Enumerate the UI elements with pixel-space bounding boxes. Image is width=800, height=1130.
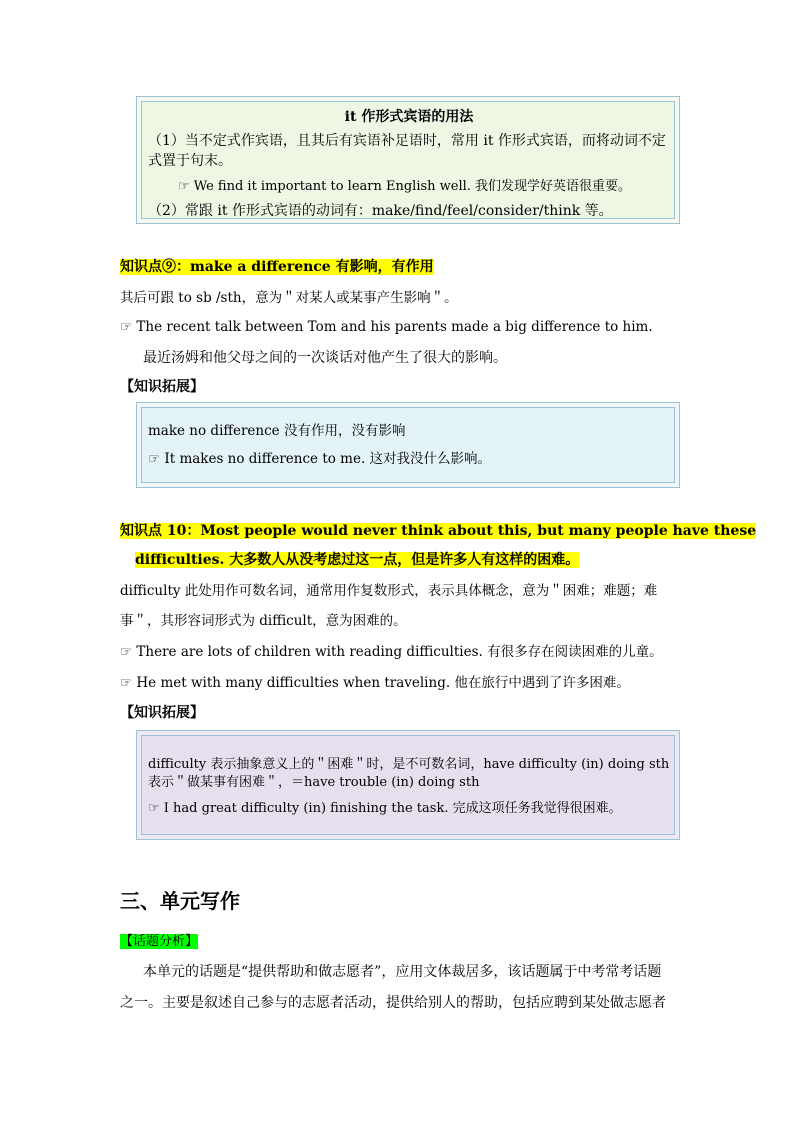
kp9-expand-label: 【知识拓展】 [120, 379, 204, 395]
box2-line2: ☞ It makes no difference to me. 这对我没什么影响。 [148, 451, 492, 467]
kp10-heading-1-text: 知识点 10：Most people would never think about this, but many people have these [120, 523, 757, 539]
box2-line1: make no difference 没有作用，没有影响 [148, 423, 406, 439]
box3-line2: 表示＂做某事有困难＂，＝have trouble (in) doing sth [148, 775, 480, 790]
topic-tag-text: 【话题分析】 [120, 934, 199, 949]
expand-box-difference [136, 402, 680, 488]
box3-line3: ☞ I had great difficulty (in) finishing the task. 完成这项任务我觉得很困难。 [148, 801, 622, 816]
expand-box-difficulty [136, 730, 680, 840]
kp9-example-en: ☞ The recent talk between Tom and his parents made a big difference to him. [120, 319, 653, 335]
box-paragraph-1a: （1）当不定式作宾语，且其后有宾语补足语时，常用 it 作形式宾语，而将动词不定 [148, 133, 666, 149]
box-paragraph-2: （2）常跟 it 作形式宾语的动词有：make/find/feel/consider/think 等。 [148, 203, 613, 219]
kp10-heading-1 [120, 522, 756, 540]
kp9-line1: 其后可跟 to sb /sth，意为＂对某人或某事产生影响＂。 [120, 290, 458, 306]
kp9-heading-text: 知识点⑨：make a difference 有影响，有作用 [120, 259, 434, 275]
section-paragraph-1: 本单元的话题是“提供帮助和做志愿者”，应用文体裁居多，该话题属于中考常考话题 [143, 964, 662, 980]
kp9-heading [120, 258, 434, 276]
expand-box-inner [141, 407, 675, 483]
section-heading: 三、单元写作 [120, 889, 240, 913]
grammar-box-it-object [136, 96, 680, 224]
expand-box-inner [141, 735, 675, 835]
box-title: it 作形式宾语的用法 [344, 109, 474, 125]
grammar-box-inner [141, 101, 675, 219]
section-paragraph-2: 之一。主要是叙述自己参与的志愿者活动，提供给别人的帮助，包括应聘到某处做志愿者 [120, 995, 666, 1011]
box-example: ☞ We find it important to learn English well. 我们发现学好英语很重要。 [178, 179, 632, 194]
box3-line1: difficulty 表示抽象意义上的＂困难＂时，是不可数名词，have difficulty (in) doing sth [148, 757, 670, 772]
kp10-heading-2-text: difficulties. 大多数人从没考虑过这一点，但是许多人有这样的困难。 [135, 552, 580, 568]
kp9-example-cn: 最近汤姆和他父母之间的一次谈话对他产生了很大的影响。 [143, 350, 507, 366]
topic-tag [120, 933, 198, 951]
kp10-expand-label: 【知识拓展】 [120, 705, 204, 721]
kp10-line2: 事＂，其形容词形式为 difficult，意为困难的。 [120, 613, 407, 629]
box-paragraph-1b: 式置于句末。 [148, 153, 232, 169]
kp10-heading-2 [135, 551, 579, 569]
kp10-line1: difficulty 此处用作可数名词，通常用作复数形式，表示具体概念，意为＂困难；难题；难 [120, 583, 658, 599]
kp10-example-2: ☞ He met with many difficulties when traveling. 他在旅行中遇到了许多困难。 [120, 675, 630, 691]
kp10-example-1: ☞ There are lots of children with reading difficulties. 有很多存在阅读困难的儿童。 [120, 644, 663, 660]
